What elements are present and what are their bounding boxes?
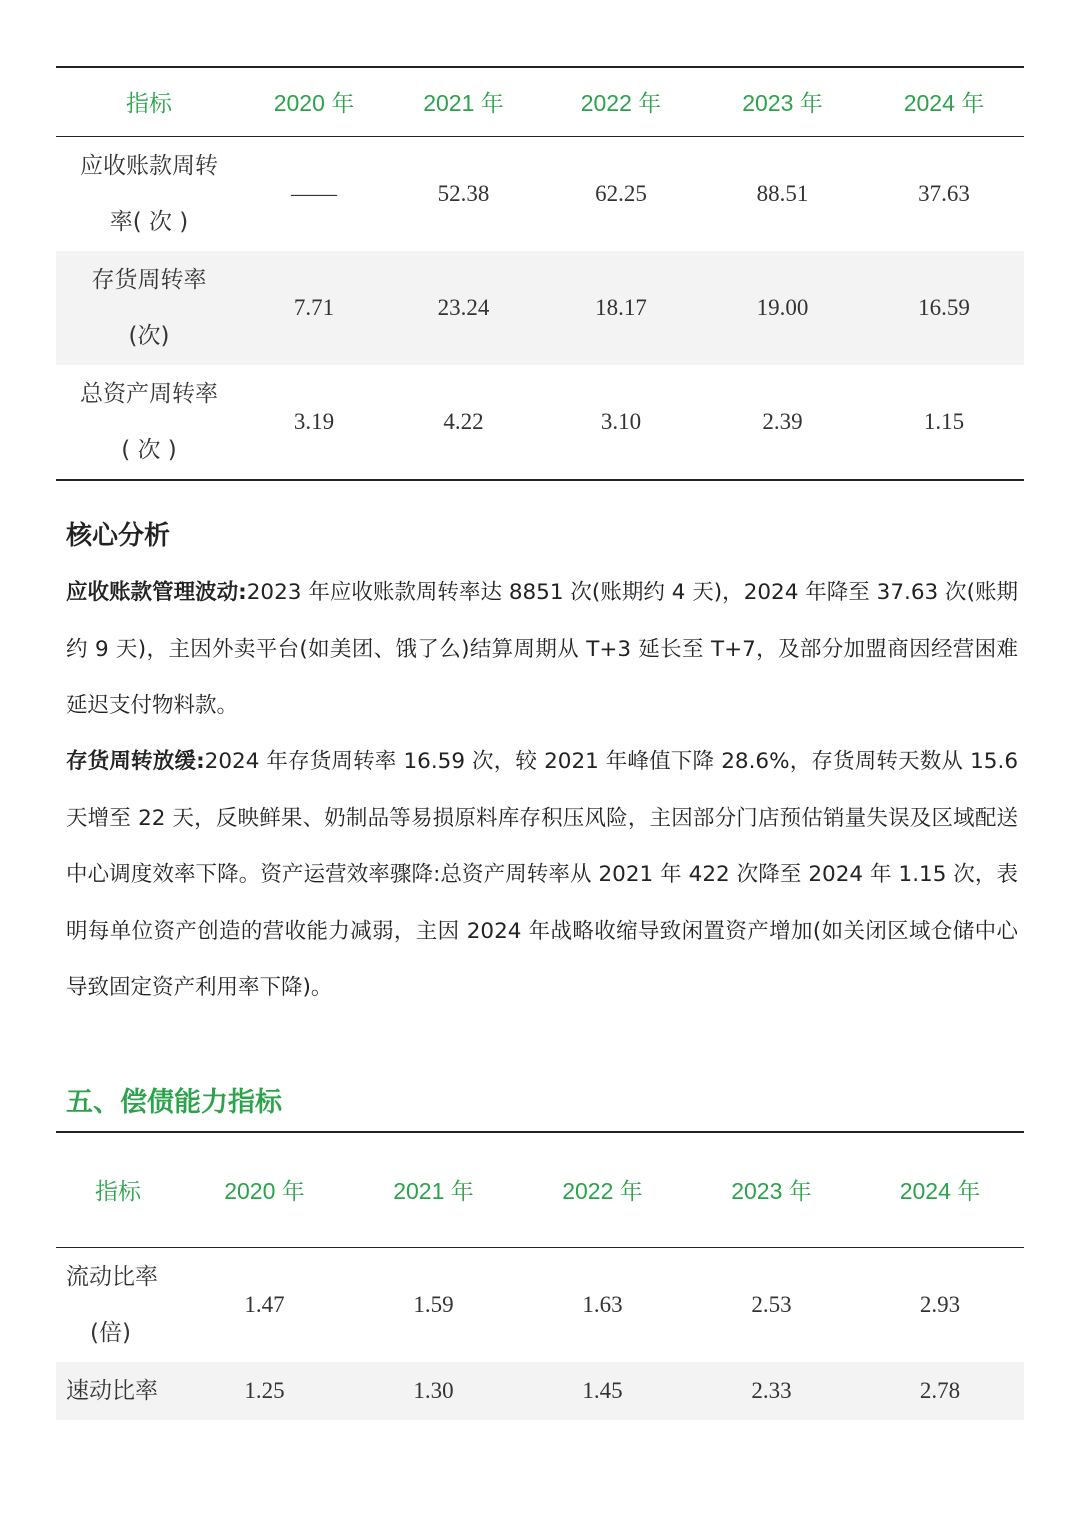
cell: 2.78 [856, 1362, 1024, 1420]
cell: 1.59 [413, 1291, 454, 1317]
row-label [56, 251, 242, 365]
section-title: 五、偿债能力指标 [66, 1087, 282, 1118]
header-2020: 2020 年 [242, 67, 386, 136]
table-row [56, 365, 1024, 480]
analysis-paragraph-receivables [66, 565, 1018, 735]
cell: 3.10 [541, 365, 701, 480]
analysis-heading: 核心分析 [66, 521, 171, 551]
row-label-line1: 流动比率 [66, 1263, 158, 1290]
row-label-line2: (倍) [90, 1319, 131, 1346]
header-2024: 2024 年 [864, 67, 1024, 136]
cell: 16.59 [864, 251, 1024, 365]
table-row [56, 251, 1024, 365]
cell: 19.00 [701, 251, 864, 365]
solvency-table [56, 1131, 1024, 1420]
header-indicator: 指标 [56, 67, 242, 136]
paragraph-lead: 应收账款管理波动: [66, 580, 247, 605]
cell: 2.53 [751, 1291, 792, 1317]
cell: 18.17 [541, 251, 701, 365]
cell: 37.63 [918, 180, 970, 206]
cell: 2.93 [919, 1291, 961, 1317]
cell: —— [291, 180, 337, 206]
table-row [56, 1362, 1024, 1420]
cell: 2.39 [701, 365, 864, 480]
row-label-line1: 总资产周转率 [80, 380, 218, 407]
table-header-row [56, 67, 1024, 136]
cell: 1.63 [582, 1291, 623, 1317]
header-2021: 2021 年 [349, 1132, 518, 1247]
header-2023: 2023 年 [701, 67, 864, 136]
cell: 7.71 [242, 251, 386, 365]
header-2020: 2020 年 [180, 1132, 349, 1247]
row-label [56, 1247, 180, 1362]
cell: 1.45 [518, 1362, 687, 1420]
row-label [56, 365, 242, 480]
paragraph-lead: 存货周转放缓: [66, 749, 205, 774]
turnover-table [56, 66, 1024, 481]
row-label-line2: 率( 次 ) [109, 208, 189, 235]
header-2022: 2022 年 [541, 67, 701, 136]
header-2024: 2024 年 [856, 1132, 1024, 1247]
header-2023: 2023 年 [687, 1132, 856, 1247]
cell: 1.30 [349, 1362, 518, 1420]
row-label [56, 136, 242, 251]
cell: 52.38 [437, 180, 490, 206]
cell: 2.33 [687, 1362, 856, 1420]
row-label-line2: ( 次 ) [121, 436, 177, 463]
header-2022: 2022 年 [518, 1132, 687, 1247]
table-row [56, 1247, 1024, 1362]
cell: 3.19 [242, 365, 386, 480]
header-2021: 2021 年 [386, 67, 541, 136]
header-indicator: 指标 [56, 1132, 180, 1247]
row-label: 速动比率 [56, 1362, 180, 1420]
row-label-line1: 存货周转率 [91, 266, 207, 293]
cell: 4.22 [386, 365, 541, 480]
row-label-line2: (次) [128, 322, 170, 349]
table-row [56, 136, 1024, 251]
cell: 1.15 [864, 365, 1024, 480]
cell: 1.47 [244, 1291, 285, 1317]
paragraph-body: 2023 年应收账款周转率达 8851 次(账期约 4 天)，2024 年降至 37.63 次(账期约 9 天)，主因外卖平台(如美团、饿了么)结算周期从 T+3 延长至 T+7，及部分加盟商因经营困难延迟支付物料款。 [66, 580, 1019, 718]
cell: 23.24 [386, 251, 541, 365]
paragraph-body: 2024 年存货周转率 16.59 次，较 2021 年峰值下降 28.6%，存货周转天数从 15.6 天增至 22 天，反映鲜果、奶制品等易损原料库存积压风险，主因部分门店预估销量失误及区域配送中心调度效率下降。资产运营效率骤降:总资产周转率从 2021 年 422 次降至 2024 年 1.15 次，表明每单位资产创造的营收能力减弱，主因 2024 年战略收缩导致闲置资产增加(如关闭区域仓储中心导致固定资产利用率下降)。 [66, 749, 1018, 1000]
table-header-row [56, 1132, 1024, 1247]
cell: 88.51 [756, 180, 809, 206]
analysis-paragraph-inventory [66, 734, 1018, 1017]
row-label-line1: 应收账款周转 [80, 152, 218, 179]
cell: 1.25 [180, 1362, 349, 1420]
cell: 62.25 [595, 180, 647, 206]
